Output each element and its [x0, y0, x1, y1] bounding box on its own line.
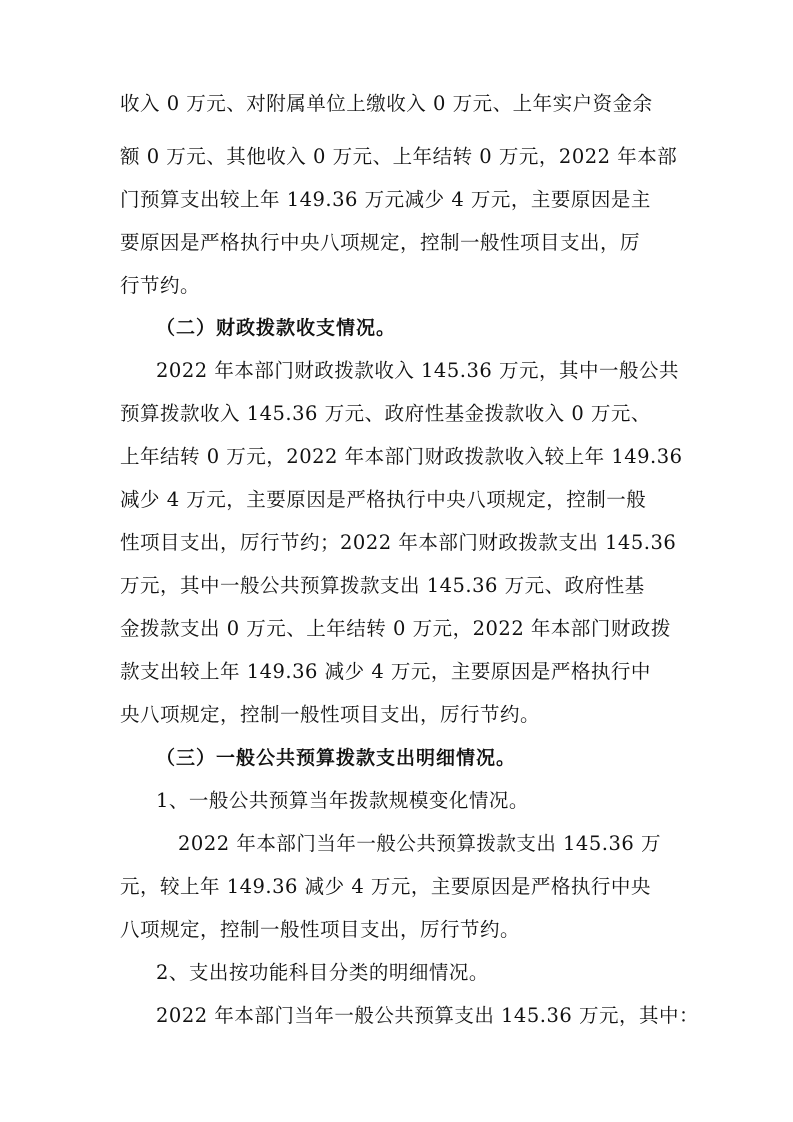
section-heading: （三）一般公共预算拨款支出明细情况。 [156, 747, 517, 769]
paragraph-line: 央八项规定，控制一般性项目支出，厉行节约。 [120, 703, 541, 726]
paragraph-line: 2022 年本部门当年一般公共预算拨款支出 145.36 万 [178, 832, 661, 855]
paragraph-line: 减少 4 万元，主要原因是严格执行中央八项规定，控制一般 [120, 488, 647, 511]
paragraph-line: 元，较上年 149.36 减少 4 万元，主要原因是严格执行中央 [120, 875, 651, 898]
paragraph-line: 额 0 万元、其他收入 0 万元、上年结转 0 万元，2022 年本部 [120, 145, 678, 168]
paragraph-line: 金拨款支出 0 万元、上年结转 0 万元，2022 年本部门财政拨 [120, 617, 671, 640]
paragraph-line: 行节约。 [120, 274, 201, 297]
paragraph-line: 上年结转 0 万元，2022 年本部门财政拨款收入较上年 149.36 [120, 445, 683, 468]
paragraph-line: 性项目支出，厉行节约；2022 年本部门财政拨款支出 145.36 [120, 531, 677, 554]
paragraph-line: 收入 0 万元、对附属单位上缴收入 0 万元、上年实户资金余 [120, 92, 653, 115]
paragraph-line: 2022 年本部门财政拨款收入 145.36 万元，其中一般公共 [156, 359, 679, 382]
paragraph-line: 要原因是严格执行中央八项规定，控制一般性项目支出，厉 [120, 231, 641, 254]
paragraph-line: 款支出较上年 149.36 减少 4 万元，主要原因是严格执行中 [120, 660, 651, 683]
subsection-heading: 1、一般公共预算当年拨款规模变化情况。 [156, 789, 529, 812]
paragraph-line: 八项规定，控制一般性项目支出，厉行节约。 [120, 918, 521, 941]
paragraph-line: 门预算支出较上年 149.36 万元减少 4 万元，主要原因是主 [120, 188, 651, 211]
subsection-heading: 2、支出按功能科目分类的明细情况。 [156, 961, 489, 984]
section-heading: （二）财政拨款收支情况。 [156, 317, 397, 339]
paragraph-line: 万元，其中一般公共预算拨款支出 145.36 万元、政府性基 [120, 574, 645, 597]
paragraph-line: 2022 年本部门当年一般公共预算支出 145.36 万元，其中： [156, 1004, 699, 1027]
paragraph-line: 预算拨款收入 145.36 万元、政府性基金拨款收入 0 万元、 [120, 402, 651, 425]
